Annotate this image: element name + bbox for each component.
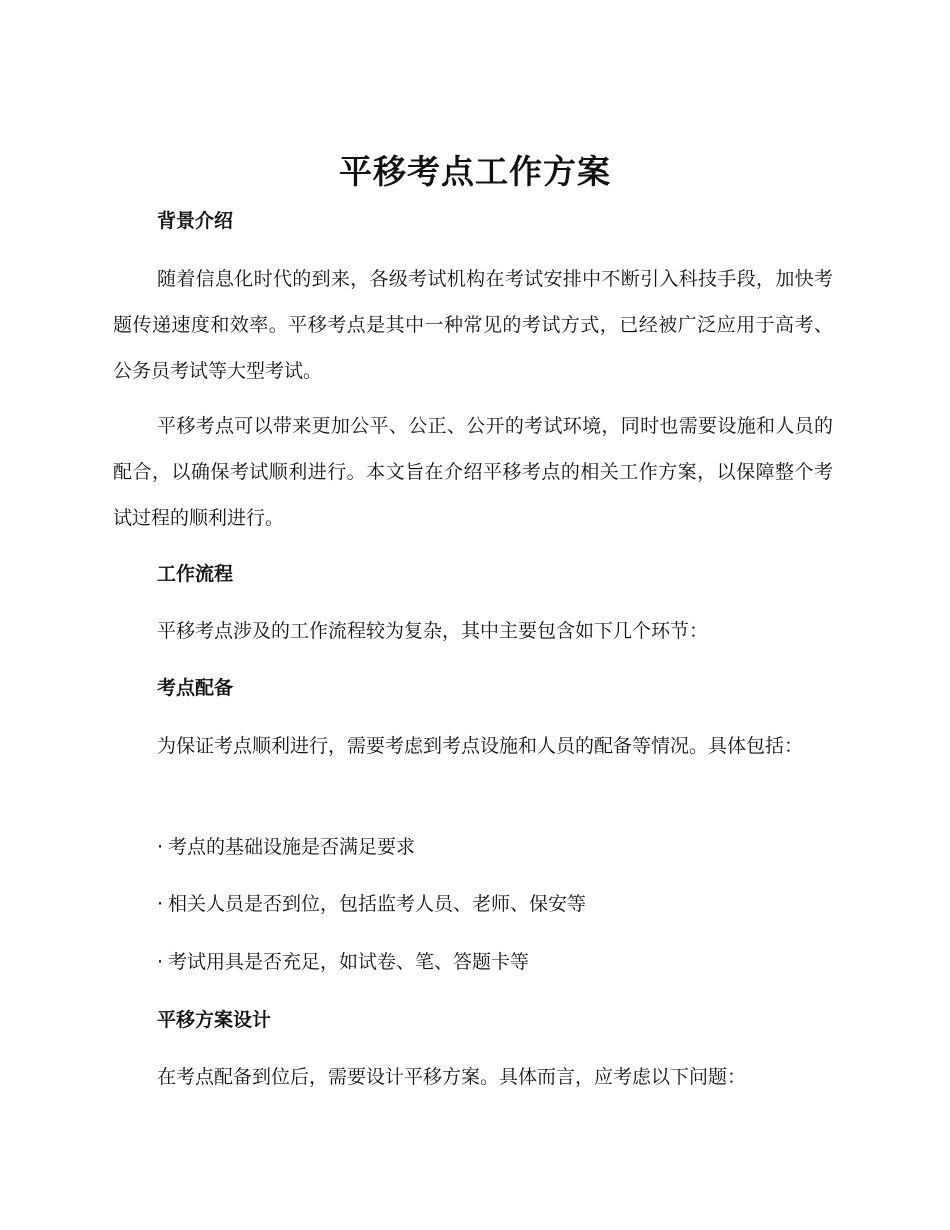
section-heading-preparation: 考点配备	[157, 677, 234, 699]
background-paragraph-1: 随着信息化时代的到来，各级考试机构在考试安排中不断引入科技手段，加快考题传递速度和效率。平移考点是其中一种常见的考试方式，已经被广泛应用于高考、公务员考试等大型考试。	[113, 268, 833, 382]
list-item	[157, 948, 529, 976]
list-item-text: 考点的基础设施是否满足要求	[168, 836, 416, 858]
bullet-symbol: ·	[157, 836, 164, 858]
section-heading-design: 平移方案设计	[157, 1009, 272, 1031]
workflow-intro: 平移考点涉及的工作流程较为复杂，其中主要包含如下几个环节：	[157, 620, 709, 642]
document-title: 平移考点工作方案	[339, 152, 611, 191]
preparation-paragraph: 为保证考点顺利进行，需要考虑到考点设施和人员的配备等情况。具体包括：	[157, 735, 804, 757]
list-item-text: 相关人员是否到位，包括监考人员、老师、保安等	[168, 893, 587, 915]
list-item	[157, 833, 415, 861]
background-paragraph-2: 平移考点可以带来更加公平、公正、公开的考试环境，同时也需要设施和人员的配合，以确保考试顺利进行。本文旨在介绍平移考点的相关工作方案，以保障整个考试过程的顺利进行。	[113, 415, 833, 529]
list-item-text: 考试用具是否充足，如试卷、笔、答题卡等	[168, 951, 530, 973]
list-item	[157, 890, 586, 918]
bullet-symbol: ·	[157, 893, 164, 915]
section-heading-background: 背景介绍	[157, 210, 234, 232]
bullet-symbol: ·	[157, 951, 164, 973]
section-heading-workflow: 工作流程	[157, 563, 234, 585]
design-intro: 在考点配备到位后，需要设计平移方案。具体而言，应考虑以下问题：	[157, 1066, 747, 1088]
